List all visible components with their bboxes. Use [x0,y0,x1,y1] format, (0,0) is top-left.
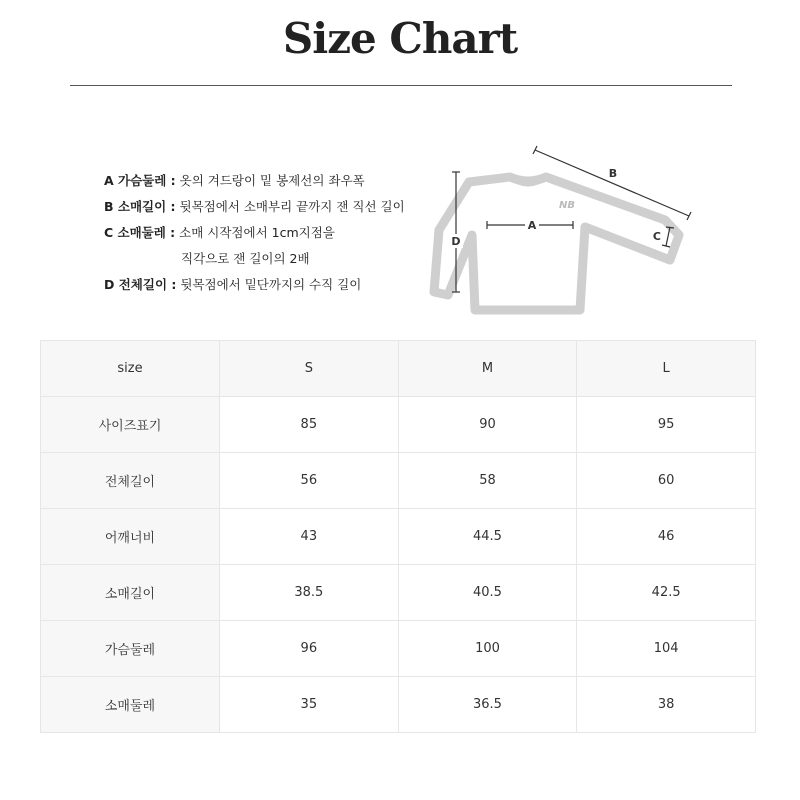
sweatshirt-outline [434,177,679,310]
table-cell: 38.5 [220,565,399,621]
table-cell: 56 [220,453,399,509]
table-cell: 36.5 [398,677,577,733]
measure-label-d: D [451,235,461,248]
table-cell: 40.5 [398,565,577,621]
legend-key: C 소매둘레 : [104,225,176,240]
row-header: 전체길이 [41,453,220,509]
table-row [41,565,756,621]
table-row [41,453,756,509]
table-row [41,397,756,453]
row-header: 어깨너비 [41,509,220,565]
table-cell: 42.5 [577,565,756,621]
legend-key: B 소매길이 : [104,199,176,214]
table-row [41,621,756,677]
column-header-s: S [220,341,399,397]
table-cell: 90 [398,397,577,453]
title-divider [70,85,732,86]
table-cell: 43 [220,509,399,565]
garment-diagram [425,135,715,325]
row-header: 소매둘레 [41,677,220,733]
legend-item-b [104,194,405,220]
table-cell: 85 [220,397,399,453]
table-cell: 95 [577,397,756,453]
table-cell: 100 [398,621,577,677]
table-cell: 38 [577,677,756,733]
column-header-size: size [41,341,220,397]
table-cell: 44.5 [398,509,577,565]
legend-item-a [104,168,405,194]
table-header-row [41,341,756,397]
legend-item-d [104,272,405,298]
legend-text: 뒷목점에서 밑단까지의 수직 길이 [176,277,362,292]
table-cell: 58 [398,453,577,509]
table-cell: 60 [577,453,756,509]
legend-key: A 가슴둘레 : [104,173,176,188]
legend-item-c-continued: 직각으로 잰 길이의 2배 [181,251,310,266]
row-header: 사이즈표기 [41,397,220,453]
measure-label-c: C [652,230,661,243]
row-header: 가슴둘레 [41,621,220,677]
table-row [41,509,756,565]
table-cell: 46 [577,509,756,565]
table-cell: 35 [220,677,399,733]
size-table [40,340,756,733]
table-cell: 96 [220,621,399,677]
measure-label-a: A [527,219,537,232]
brand-logo: NB [559,200,575,211]
measurement-legend [104,168,405,298]
legend-text: 뒷목점에서 소매부리 끝까지 잰 직선 길이 [175,199,405,214]
legend-item-c [104,220,405,246]
table-cell: 104 [577,621,756,677]
page-title: Size Chart [282,14,518,63]
column-header-m: M [398,341,577,397]
legend-key: D 전체길이 : [104,277,177,292]
row-header: 소매길이 [41,565,220,621]
measure-label-b: B [608,167,618,180]
legend-text: 옷의 겨드랑이 밑 봉제선의 좌우폭 [175,173,365,188]
column-header-l: L [577,341,756,397]
table-row [41,677,756,733]
legend-text: 소매 시작점에서 1cm지점을 [175,225,335,240]
